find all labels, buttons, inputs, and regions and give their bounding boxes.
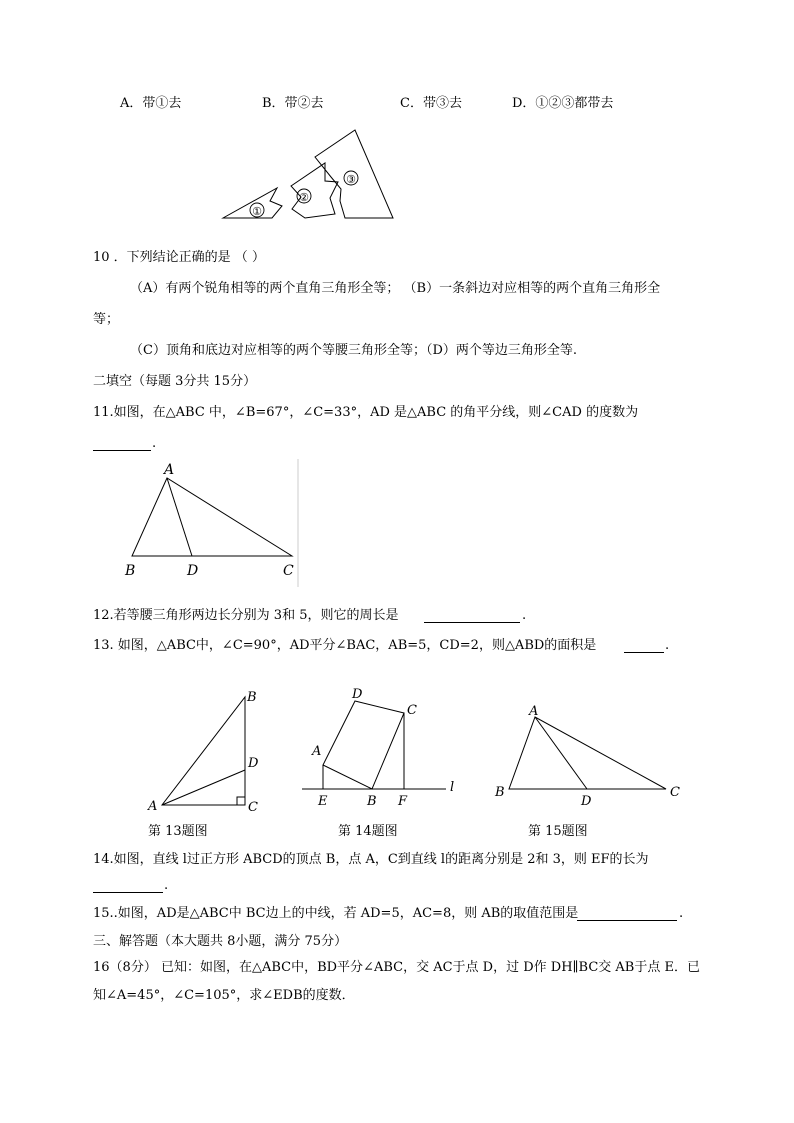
- fig14: [298, 688, 468, 813]
- section-2-title: 二填空（每题 3分共 15分）: [93, 374, 257, 389]
- label-d: D: [187, 563, 199, 579]
- q9-option-b: B．带②去: [262, 96, 324, 111]
- q10-options-ab: （A）有两个锐角相等的两个直角三角形全等； （B）一条斜边对应相等的两个直角三角形全: [130, 281, 661, 296]
- q11-figure: [120, 455, 305, 590]
- triangle-abc: [509, 717, 666, 789]
- q15-text: 15..如图，AD是△ABC中 BC边上的中线，若 AD=5，AC=8，则 AB的取值范围是: [93, 906, 579, 921]
- section-3-title: 三、解答题（本大题共 8小题，满分 75分）: [93, 934, 348, 949]
- label-b: B: [125, 563, 136, 579]
- q10-stem: 10 ．下列结论正确的是 （ ）: [93, 250, 265, 265]
- segment-ad: [167, 478, 192, 556]
- label-d: D: [581, 794, 592, 809]
- fig14-caption: 第 14题图: [338, 824, 398, 839]
- piece-1-label: ①: [252, 205, 262, 218]
- q13-text: 13. 如图，△ABC中，∠C=90°，AD平分∠BAC，AB=5，CD=2，则△ABD的面积是: [93, 638, 597, 653]
- q13-tail: .: [665, 638, 670, 653]
- triangle-abc: [132, 478, 292, 556]
- right-angle-mark: [237, 797, 245, 805]
- fig13: [140, 685, 270, 815]
- label-a: A: [164, 462, 175, 478]
- q12-answer-blank: [424, 621, 520, 623]
- label-d: D: [352, 687, 363, 702]
- q13-answer-blank: [624, 651, 664, 653]
- q10-options-ab-cont: 等；: [93, 312, 120, 327]
- segment-ad: [535, 717, 587, 789]
- piece-2-label: ②: [299, 191, 309, 204]
- label-e: E: [318, 794, 328, 809]
- label-c: C: [407, 703, 417, 718]
- fig15: [492, 700, 692, 810]
- fig13-caption: 第 13题图: [148, 824, 208, 839]
- square-abcd: [323, 701, 404, 789]
- label-b: B: [367, 794, 377, 809]
- label-c: C: [670, 785, 680, 800]
- q14-answer-blank: [93, 891, 163, 893]
- q12-text: 12.若等腰三角形两边长分别为 3和 5，则它的周长是: [93, 608, 399, 623]
- piece-2-shape: [291, 163, 338, 218]
- fig15-caption: 第 15题图: [528, 824, 588, 839]
- q14-tail: .: [164, 878, 169, 893]
- q16-line-1: 16（8分） 已知：如图，在△ABC中，BD平分∠ABC，交 AC于点 D，过 D作 DH∥BC交 AB于点 E．已: [93, 960, 700, 975]
- label-b: B: [495, 785, 505, 800]
- q9-option-c: C．带③去: [400, 96, 462, 111]
- q9-option-d: D．①②③都带去: [512, 96, 614, 111]
- triangle-abc: [162, 697, 245, 805]
- label-f: F: [398, 794, 408, 809]
- q16-line-2: 知∠A=45°，∠C=105°，求∠EDB的度数．: [93, 988, 355, 1003]
- piece-3-label: ③: [346, 173, 356, 186]
- q14-text: 14.如图，直线 l过正方形 ABCD的顶点 B，点 A，C到直线 l的距离分别是 2和 3，则 EF的长为: [93, 852, 649, 867]
- q15-tail: .: [679, 906, 684, 921]
- label-d: D: [248, 756, 259, 771]
- label-c: C: [283, 563, 294, 579]
- q15-answer-blank: [577, 919, 677, 921]
- label-a: A: [148, 799, 158, 814]
- q11-text: 11.如图，在△ABC 中，∠B=67°，∠C=33°，AD 是△ABC 的角平分线，则∠CAD 的度数为: [93, 405, 639, 420]
- q10-options-cd: （C）顶角和底边对应相等的两个等腰三角形全等；（D）两个等边三角形全等.: [130, 343, 578, 358]
- label-c: C: [248, 800, 258, 815]
- label-a: A: [312, 744, 322, 759]
- label-l: l: [450, 780, 455, 795]
- q12-tail: .: [522, 608, 527, 623]
- q11-answer-blank: [93, 449, 151, 451]
- label-a: A: [529, 704, 539, 719]
- q11-tail: .: [152, 436, 157, 451]
- label-b: B: [247, 690, 257, 705]
- q9-broken-triangle-figure: [215, 125, 400, 225]
- segment-ad: [162, 770, 245, 805]
- q9-option-a: A．带①去: [120, 96, 182, 111]
